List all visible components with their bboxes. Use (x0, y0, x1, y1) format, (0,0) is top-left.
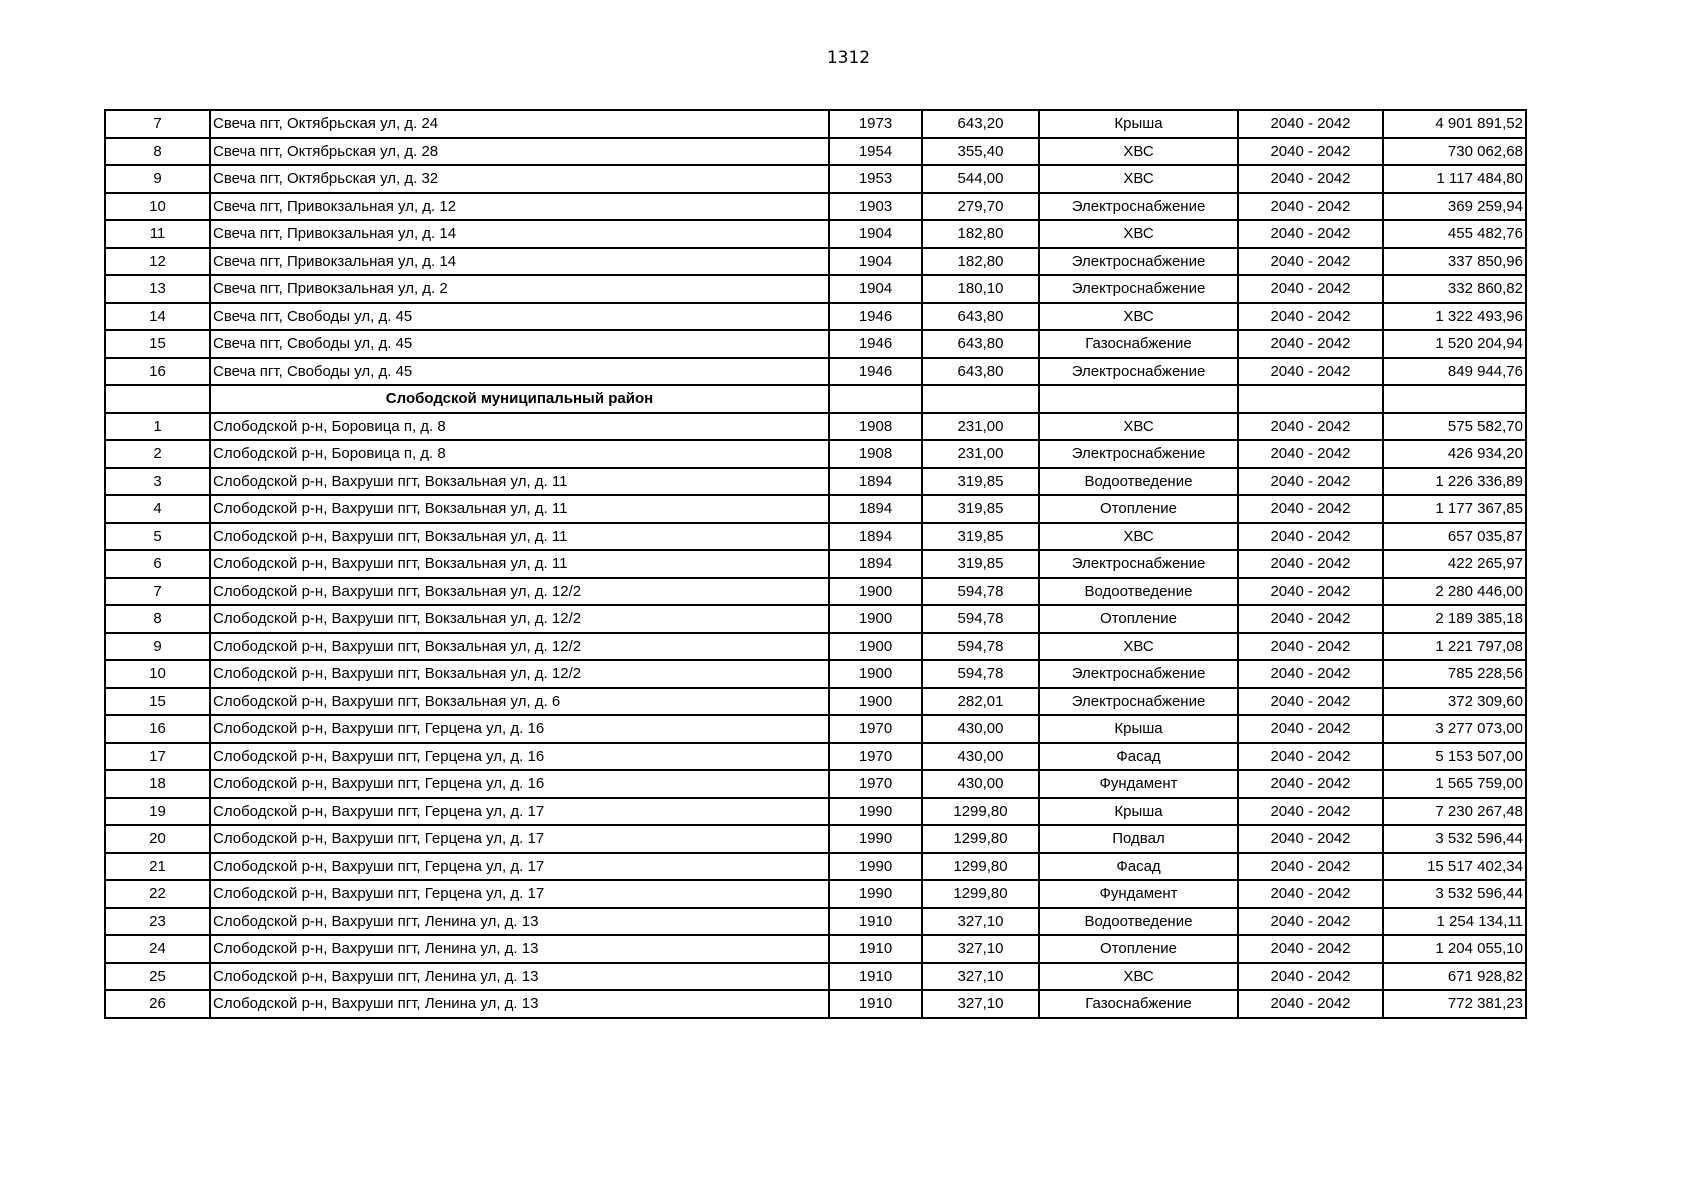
year-cell: 1900 (829, 633, 922, 661)
area-cell: 430,00 (922, 770, 1039, 798)
period-cell: 2040 - 2042 (1238, 935, 1383, 963)
area-cell: 319,85 (922, 523, 1039, 551)
address-cell: Слободской р-н, Вахруши пгт, Герцена ул, д. 17 (210, 880, 829, 908)
cost-cell: 2 189 385,18 (1383, 605, 1526, 633)
row-number: 8 (105, 138, 210, 166)
table-row (105, 440, 1526, 468)
address-cell: Слободской р-н, Вахруши пгт, Герцена ул, д. 17 (210, 798, 829, 826)
row-number: 1 (105, 413, 210, 441)
year-cell: 1946 (829, 358, 922, 386)
address-cell: Свеча пгт, Свободы ул, д. 45 (210, 330, 829, 358)
work-type-cell: Газоснабжение (1039, 990, 1238, 1018)
table-row (105, 248, 1526, 276)
period-cell: 2040 - 2042 (1238, 825, 1383, 853)
row-number: 24 (105, 935, 210, 963)
period-cell: 2040 - 2042 (1238, 963, 1383, 991)
table-row (105, 963, 1526, 991)
row-number: 14 (105, 303, 210, 331)
cost-cell: 849 944,76 (1383, 358, 1526, 386)
work-type-cell: Электроснабжение (1039, 550, 1238, 578)
period-cell: 2040 - 2042 (1238, 605, 1383, 633)
row-number: 25 (105, 963, 210, 991)
address-cell: Слободской р-н, Вахруши пгт, Герцена ул, д. 17 (210, 853, 829, 881)
address-cell: Свеча пгт, Свободы ул, д. 45 (210, 358, 829, 386)
table-row (105, 550, 1526, 578)
period-cell: 2040 - 2042 (1238, 138, 1383, 166)
cost-cell: 1 177 367,85 (1383, 495, 1526, 523)
row-number: 18 (105, 770, 210, 798)
empty-cell (1039, 385, 1238, 413)
period-cell: 2040 - 2042 (1238, 715, 1383, 743)
address-cell: Слободской р-н, Боровица п, д. 8 (210, 440, 829, 468)
area-cell: 182,80 (922, 220, 1039, 248)
address-cell: Слободской р-н, Вахруши пгт, Вокзальная ул, д. 12/2 (210, 578, 829, 606)
cost-cell: 455 482,76 (1383, 220, 1526, 248)
row-number: 10 (105, 193, 210, 221)
row-number: 15 (105, 330, 210, 358)
address-cell: Свеча пгт, Привокзальная ул, д. 14 (210, 248, 829, 276)
address-cell: Свеча пгт, Привокзальная ул, д. 2 (210, 275, 829, 303)
period-cell: 2040 - 2042 (1238, 495, 1383, 523)
empty-cell (829, 385, 922, 413)
work-type-cell: ХВС (1039, 963, 1238, 991)
area-cell: 180,10 (922, 275, 1039, 303)
address-cell: Свеча пгт, Октябрьская ул, д. 28 (210, 138, 829, 166)
cost-cell: 3 277 073,00 (1383, 715, 1526, 743)
table-body (105, 110, 1526, 1018)
cost-cell: 1 254 134,11 (1383, 908, 1526, 936)
period-cell: 2040 - 2042 (1238, 770, 1383, 798)
year-cell: 1904 (829, 275, 922, 303)
period-cell: 2040 - 2042 (1238, 990, 1383, 1018)
year-cell: 1900 (829, 578, 922, 606)
work-type-cell: Отопление (1039, 935, 1238, 963)
work-type-cell: ХВС (1039, 303, 1238, 331)
area-cell: 319,85 (922, 468, 1039, 496)
work-type-cell: Крыша (1039, 110, 1238, 138)
period-cell: 2040 - 2042 (1238, 550, 1383, 578)
table-row (105, 660, 1526, 688)
area-cell: 643,80 (922, 303, 1039, 331)
table-row (105, 825, 1526, 853)
year-cell: 1910 (829, 935, 922, 963)
address-cell: Слободской р-н, Вахруши пгт, Вокзальная ул, д. 12/2 (210, 660, 829, 688)
area-cell: 231,00 (922, 413, 1039, 441)
row-number: 7 (105, 578, 210, 606)
area-cell: 430,00 (922, 715, 1039, 743)
cost-cell: 1 221 797,08 (1383, 633, 1526, 661)
address-cell: Слободской р-н, Вахруши пгт, Герцена ул, д. 16 (210, 715, 829, 743)
cost-cell: 426 934,20 (1383, 440, 1526, 468)
cost-cell: 7 230 267,48 (1383, 798, 1526, 826)
work-type-cell: ХВС (1039, 220, 1238, 248)
cost-cell: 3 532 596,44 (1383, 825, 1526, 853)
cost-cell: 671 928,82 (1383, 963, 1526, 991)
year-cell: 1970 (829, 743, 922, 771)
work-type-cell: ХВС (1039, 413, 1238, 441)
cost-cell: 372 309,60 (1383, 688, 1526, 716)
work-type-cell: ХВС (1039, 165, 1238, 193)
year-cell: 1900 (829, 688, 922, 716)
period-cell: 2040 - 2042 (1238, 330, 1383, 358)
cost-cell: 422 265,97 (1383, 550, 1526, 578)
period-cell: 2040 - 2042 (1238, 110, 1383, 138)
table-row (105, 303, 1526, 331)
year-cell: 1946 (829, 303, 922, 331)
area-cell: 327,10 (922, 935, 1039, 963)
year-cell: 1973 (829, 110, 922, 138)
area-cell: 319,85 (922, 550, 1039, 578)
area-cell: 643,80 (922, 330, 1039, 358)
year-cell: 1903 (829, 193, 922, 221)
period-cell: 2040 - 2042 (1238, 303, 1383, 331)
table-row (105, 138, 1526, 166)
work-type-cell: Отопление (1039, 495, 1238, 523)
period-cell: 2040 - 2042 (1238, 908, 1383, 936)
period-cell: 2040 - 2042 (1238, 413, 1383, 441)
row-number: 10 (105, 660, 210, 688)
cost-cell: 575 582,70 (1383, 413, 1526, 441)
row-number: 4 (105, 495, 210, 523)
cost-cell: 1 322 493,96 (1383, 303, 1526, 331)
row-number: 23 (105, 908, 210, 936)
empty-cell (1238, 385, 1383, 413)
area-cell: 594,78 (922, 660, 1039, 688)
year-cell: 1894 (829, 550, 922, 578)
address-cell: Слободской р-н, Вахруши пгт, Вокзальная ул, д. 12/2 (210, 605, 829, 633)
address-cell: Слободской р-н, Вахруши пгт, Ленина ул, д. 13 (210, 963, 829, 991)
cost-cell: 3 532 596,44 (1383, 880, 1526, 908)
row-number: 7 (105, 110, 210, 138)
work-type-cell: Электроснабжение (1039, 440, 1238, 468)
period-cell: 2040 - 2042 (1238, 275, 1383, 303)
year-cell: 1894 (829, 495, 922, 523)
year-cell: 1910 (829, 990, 922, 1018)
table-row (105, 853, 1526, 881)
row-number: 9 (105, 633, 210, 661)
work-type-cell: Газоснабжение (1039, 330, 1238, 358)
work-type-cell: Крыша (1039, 715, 1238, 743)
period-cell: 2040 - 2042 (1238, 358, 1383, 386)
year-cell: 1954 (829, 138, 922, 166)
row-number: 6 (105, 550, 210, 578)
address-cell: Свеча пгт, Привокзальная ул, д. 14 (210, 220, 829, 248)
area-cell: 319,85 (922, 495, 1039, 523)
table-row (105, 798, 1526, 826)
row-number: 8 (105, 605, 210, 633)
cost-cell: 15 517 402,34 (1383, 853, 1526, 881)
table-row (105, 990, 1526, 1018)
address-cell: Слободской р-н, Вахруши пгт, Вокзальная ул, д. 11 (210, 468, 829, 496)
year-cell: 1904 (829, 248, 922, 276)
cost-cell: 1 520 204,94 (1383, 330, 1526, 358)
year-cell: 1990 (829, 880, 922, 908)
address-cell: Свеча пгт, Привокзальная ул, д. 12 (210, 193, 829, 221)
row-number: 15 (105, 688, 210, 716)
table-row (105, 578, 1526, 606)
work-type-cell: Фасад (1039, 853, 1238, 881)
area-cell: 282,01 (922, 688, 1039, 716)
cost-cell: 657 035,87 (1383, 523, 1526, 551)
address-cell: Слободской р-н, Вахруши пгт, Вокзальная ул, д. 11 (210, 523, 829, 551)
cost-cell: 332 860,82 (1383, 275, 1526, 303)
table-row (105, 193, 1526, 221)
year-cell: 1990 (829, 825, 922, 853)
area-cell: 355,40 (922, 138, 1039, 166)
period-cell: 2040 - 2042 (1238, 440, 1383, 468)
work-type-cell: Электроснабжение (1039, 193, 1238, 221)
year-cell: 1900 (829, 660, 922, 688)
row-number: 20 (105, 825, 210, 853)
area-cell: 327,10 (922, 990, 1039, 1018)
year-cell: 1990 (829, 853, 922, 881)
address-cell: Слободской р-н, Вахруши пгт, Вокзальная ул, д. 11 (210, 495, 829, 523)
year-cell: 1908 (829, 440, 922, 468)
period-cell: 2040 - 2042 (1238, 660, 1383, 688)
table-row (105, 330, 1526, 358)
table-row (105, 935, 1526, 963)
repair-schedule-table (104, 109, 1527, 1019)
year-cell: 1910 (829, 908, 922, 936)
address-cell: Слободской р-н, Вахруши пгт, Вокзальная ул, д. 12/2 (210, 633, 829, 661)
area-cell: 594,78 (922, 633, 1039, 661)
work-type-cell: Фундамент (1039, 880, 1238, 908)
work-type-cell: Крыша (1039, 798, 1238, 826)
area-cell: 430,00 (922, 743, 1039, 771)
year-cell: 1904 (829, 220, 922, 248)
empty-cell (922, 385, 1039, 413)
year-cell: 1894 (829, 523, 922, 551)
period-cell: 2040 - 2042 (1238, 248, 1383, 276)
address-cell: Слободской р-н, Вахруши пгт, Ленина ул, д. 13 (210, 935, 829, 963)
cost-cell: 772 381,23 (1383, 990, 1526, 1018)
cost-cell: 369 259,94 (1383, 193, 1526, 221)
cost-cell: 5 153 507,00 (1383, 743, 1526, 771)
table-row (105, 633, 1526, 661)
period-cell: 2040 - 2042 (1238, 165, 1383, 193)
row-number: 3 (105, 468, 210, 496)
area-cell: 544,00 (922, 165, 1039, 193)
table-row (105, 908, 1526, 936)
table-row (105, 605, 1526, 633)
work-type-cell: ХВС (1039, 633, 1238, 661)
address-cell: Слободской р-н, Вахруши пгт, Вокзальная ул, д. 6 (210, 688, 829, 716)
table-row (105, 495, 1526, 523)
address-cell: Свеча пгт, Октябрьская ул, д. 32 (210, 165, 829, 193)
cost-cell: 2 280 446,00 (1383, 578, 1526, 606)
work-type-cell: Электроснабжение (1039, 275, 1238, 303)
row-number: 2 (105, 440, 210, 468)
area-cell: 594,78 (922, 578, 1039, 606)
period-cell: 2040 - 2042 (1238, 880, 1383, 908)
table-row (105, 688, 1526, 716)
cost-cell: 785 228,56 (1383, 660, 1526, 688)
table-row (105, 358, 1526, 386)
year-cell: 1910 (829, 963, 922, 991)
cost-cell: 4 901 891,52 (1383, 110, 1526, 138)
table-row (105, 468, 1526, 496)
cost-cell: 1 204 055,10 (1383, 935, 1526, 963)
year-cell: 1990 (829, 798, 922, 826)
table-row (105, 275, 1526, 303)
row-number: 16 (105, 715, 210, 743)
row-number: 9 (105, 165, 210, 193)
work-type-cell: Водоотведение (1039, 908, 1238, 936)
work-type-cell: Фасад (1039, 743, 1238, 771)
period-cell: 2040 - 2042 (1238, 633, 1383, 661)
year-cell: 1970 (829, 770, 922, 798)
table-row (105, 220, 1526, 248)
area-cell: 594,78 (922, 605, 1039, 633)
row-number: 17 (105, 743, 210, 771)
work-type-cell: ХВС (1039, 138, 1238, 166)
row-number: 16 (105, 358, 210, 386)
work-type-cell: Отопление (1039, 605, 1238, 633)
area-cell: 1299,80 (922, 798, 1039, 826)
cost-cell: 337 850,96 (1383, 248, 1526, 276)
table-row (105, 770, 1526, 798)
area-cell: 327,10 (922, 963, 1039, 991)
row-number: 22 (105, 880, 210, 908)
cost-cell: 1 226 336,89 (1383, 468, 1526, 496)
address-cell: Слободской р-н, Вахруши пгт, Ленина ул, д. 13 (210, 908, 829, 936)
cost-cell: 1 565 759,00 (1383, 770, 1526, 798)
address-cell: Свеча пгт, Октябрьская ул, д. 24 (210, 110, 829, 138)
row-number: 11 (105, 220, 210, 248)
year-cell: 1900 (829, 605, 922, 633)
area-cell: 643,20 (922, 110, 1039, 138)
work-type-cell: Фундамент (1039, 770, 1238, 798)
table-row (105, 743, 1526, 771)
section-header-row (105, 385, 1526, 413)
work-type-cell: ХВС (1039, 523, 1238, 551)
address-cell: Слободской р-н, Боровица п, д. 8 (210, 413, 829, 441)
empty-cell (105, 385, 210, 413)
work-type-cell: Электроснабжение (1039, 358, 1238, 386)
empty-cell (1383, 385, 1526, 413)
area-cell: 182,80 (922, 248, 1039, 276)
row-number: 5 (105, 523, 210, 551)
period-cell: 2040 - 2042 (1238, 798, 1383, 826)
year-cell: 1908 (829, 413, 922, 441)
area-cell: 1299,80 (922, 853, 1039, 881)
period-cell: 2040 - 2042 (1238, 853, 1383, 881)
address-cell: Слободской р-н, Вахруши пгт, Герцена ул, д. 16 (210, 770, 829, 798)
period-cell: 2040 - 2042 (1238, 688, 1383, 716)
address-cell: Слободской р-н, Вахруши пгт, Вокзальная ул, д. 11 (210, 550, 829, 578)
table-row (105, 110, 1526, 138)
area-cell: 643,80 (922, 358, 1039, 386)
table-row (105, 880, 1526, 908)
area-cell: 1299,80 (922, 825, 1039, 853)
year-cell: 1970 (829, 715, 922, 743)
work-type-cell: Электроснабжение (1039, 660, 1238, 688)
work-type-cell: Электроснабжение (1039, 248, 1238, 276)
area-cell: 279,70 (922, 193, 1039, 221)
table-row (105, 715, 1526, 743)
row-number: 12 (105, 248, 210, 276)
cost-cell: 730 062,68 (1383, 138, 1526, 166)
page-number: 1312 (826, 48, 871, 68)
work-type-cell: Электроснабжение (1039, 688, 1238, 716)
year-cell: 1953 (829, 165, 922, 193)
work-type-cell: Подвал (1039, 825, 1238, 853)
area-cell: 231,00 (922, 440, 1039, 468)
row-number: 26 (105, 990, 210, 1018)
work-type-cell: Водоотведение (1039, 578, 1238, 606)
section-title: Слободской муниципальный район (210, 385, 829, 413)
address-cell: Слободской р-н, Вахруши пгт, Ленина ул, д. 13 (210, 990, 829, 1018)
address-cell: Слободской р-н, Вахруши пгт, Герцена ул, д. 17 (210, 825, 829, 853)
table-row (105, 413, 1526, 441)
area-cell: 327,10 (922, 908, 1039, 936)
cost-cell: 1 117 484,80 (1383, 165, 1526, 193)
work-type-cell: Водоотведение (1039, 468, 1238, 496)
row-number: 21 (105, 853, 210, 881)
period-cell: 2040 - 2042 (1238, 193, 1383, 221)
row-number: 13 (105, 275, 210, 303)
address-cell: Свеча пгт, Свободы ул, д. 45 (210, 303, 829, 331)
period-cell: 2040 - 2042 (1238, 743, 1383, 771)
period-cell: 2040 - 2042 (1238, 523, 1383, 551)
period-cell: 2040 - 2042 (1238, 578, 1383, 606)
area-cell: 1299,80 (922, 880, 1039, 908)
period-cell: 2040 - 2042 (1238, 468, 1383, 496)
period-cell: 2040 - 2042 (1238, 220, 1383, 248)
table-row (105, 165, 1526, 193)
year-cell: 1894 (829, 468, 922, 496)
table-row (105, 523, 1526, 551)
row-number: 19 (105, 798, 210, 826)
address-cell: Слободской р-н, Вахруши пгт, Герцена ул, д. 16 (210, 743, 829, 771)
year-cell: 1946 (829, 330, 922, 358)
